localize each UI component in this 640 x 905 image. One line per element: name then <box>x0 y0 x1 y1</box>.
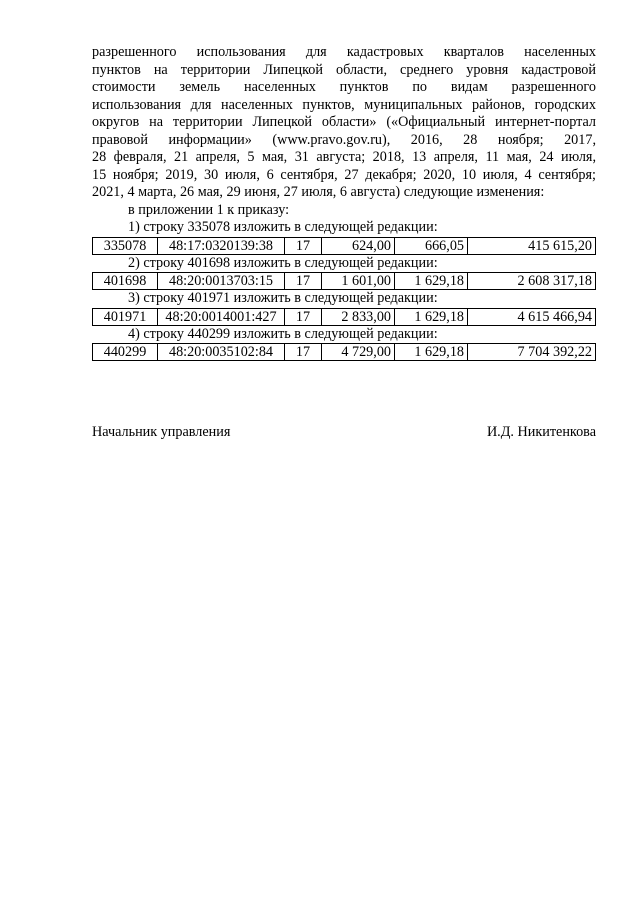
area-cell: 4 729,00 <box>322 344 395 361</box>
appendix-line: в приложении 1 к приказу: <box>128 201 290 218</box>
code-cell: 17 <box>285 308 322 325</box>
item-instruction: 3) строку 401971 изложить в следующей редакции: <box>128 290 438 306</box>
table-row <box>92 343 596 361</box>
table-row <box>92 272 596 290</box>
cadastral-number-cell: 48:20:0035102:84 <box>158 344 285 361</box>
document-body <box>92 44 596 361</box>
rate-cell: 1 629,18 <box>395 344 468 361</box>
paragraph-line: использования для населенных пунктов, муниципальных районов, городских <box>92 96 596 113</box>
code-cell: 17 <box>285 344 322 361</box>
table-row <box>92 237 596 255</box>
item-instruction: 1) строку 335078 изложить в следующей редакции: <box>128 219 438 235</box>
cadastral-number-cell: 48:20:0014001:427 <box>158 308 285 325</box>
signatory-name: И.Д. Никитенкова <box>486 424 596 440</box>
paragraph-line: округов на территории Липецкой области» («Официальный интернет-портал <box>92 114 596 130</box>
paragraph-line: стоимости земель населенных пунктов по видам разрешенного <box>92 79 596 95</box>
row-number-cell: 440299 <box>93 344 158 361</box>
cadastral-number-cell: 48:20:0013703:15 <box>158 273 285 290</box>
paragraph-line: 15 ноября; 2019, 30 июля, 6 сентября, 27 декабря; 2020, 10 июля, 4 сентября; <box>92 166 596 183</box>
code-cell: 17 <box>285 273 322 290</box>
paragraph-line: правовой информации» (www.pravo.gov.ru), 2016, 28 ноября; 2017, <box>92 131 596 148</box>
paragraph-line: пунктов на территории Липецкой области, среднего уровня кадастровой <box>92 61 596 78</box>
paragraph-line: 28 февраля, 21 апреля, 5 мая, 31 августа; 2018, 13 апреля, 11 мая, 24 июля, <box>92 149 596 165</box>
paragraph-line: 2021, 4 марта, 26 мая, 29 июня, 27 июля, 6 августа) следующие изменения: <box>92 184 545 200</box>
row-number-cell: 335078 <box>93 237 158 254</box>
item-instruction: 4) строку 440299 изложить в следующей редакции: <box>128 325 438 342</box>
area-cell: 624,00 <box>322 237 395 254</box>
signatory-position: Начальник управления <box>92 424 231 440</box>
rate-cell: 1 629,18 <box>395 308 468 325</box>
intro-paragraph <box>92 44 596 202</box>
value-cell: 4 615 466,94 <box>468 308 596 325</box>
signature-block <box>92 424 596 441</box>
cadastral-number-cell: 48:17:0320139:38 <box>158 237 285 254</box>
paragraph-line: разрешенного использования для кадастровых кварталов населенных <box>92 44 596 60</box>
code-cell: 17 <box>285 237 322 254</box>
row-number-cell: 401698 <box>93 273 158 290</box>
value-cell: 415 615,20 <box>468 237 596 254</box>
row-number-cell: 401971 <box>93 308 158 325</box>
value-cell: 2 608 317,18 <box>468 273 596 290</box>
value-cell: 7 704 392,22 <box>468 344 596 361</box>
item-instruction: 2) строку 401698 изложить в следующей редакции: <box>128 254 438 271</box>
table-row <box>92 308 596 326</box>
rate-cell: 666,05 <box>395 237 468 254</box>
rate-cell: 1 629,18 <box>395 273 468 290</box>
area-cell: 2 833,00 <box>322 308 395 325</box>
area-cell: 1 601,00 <box>322 273 395 290</box>
